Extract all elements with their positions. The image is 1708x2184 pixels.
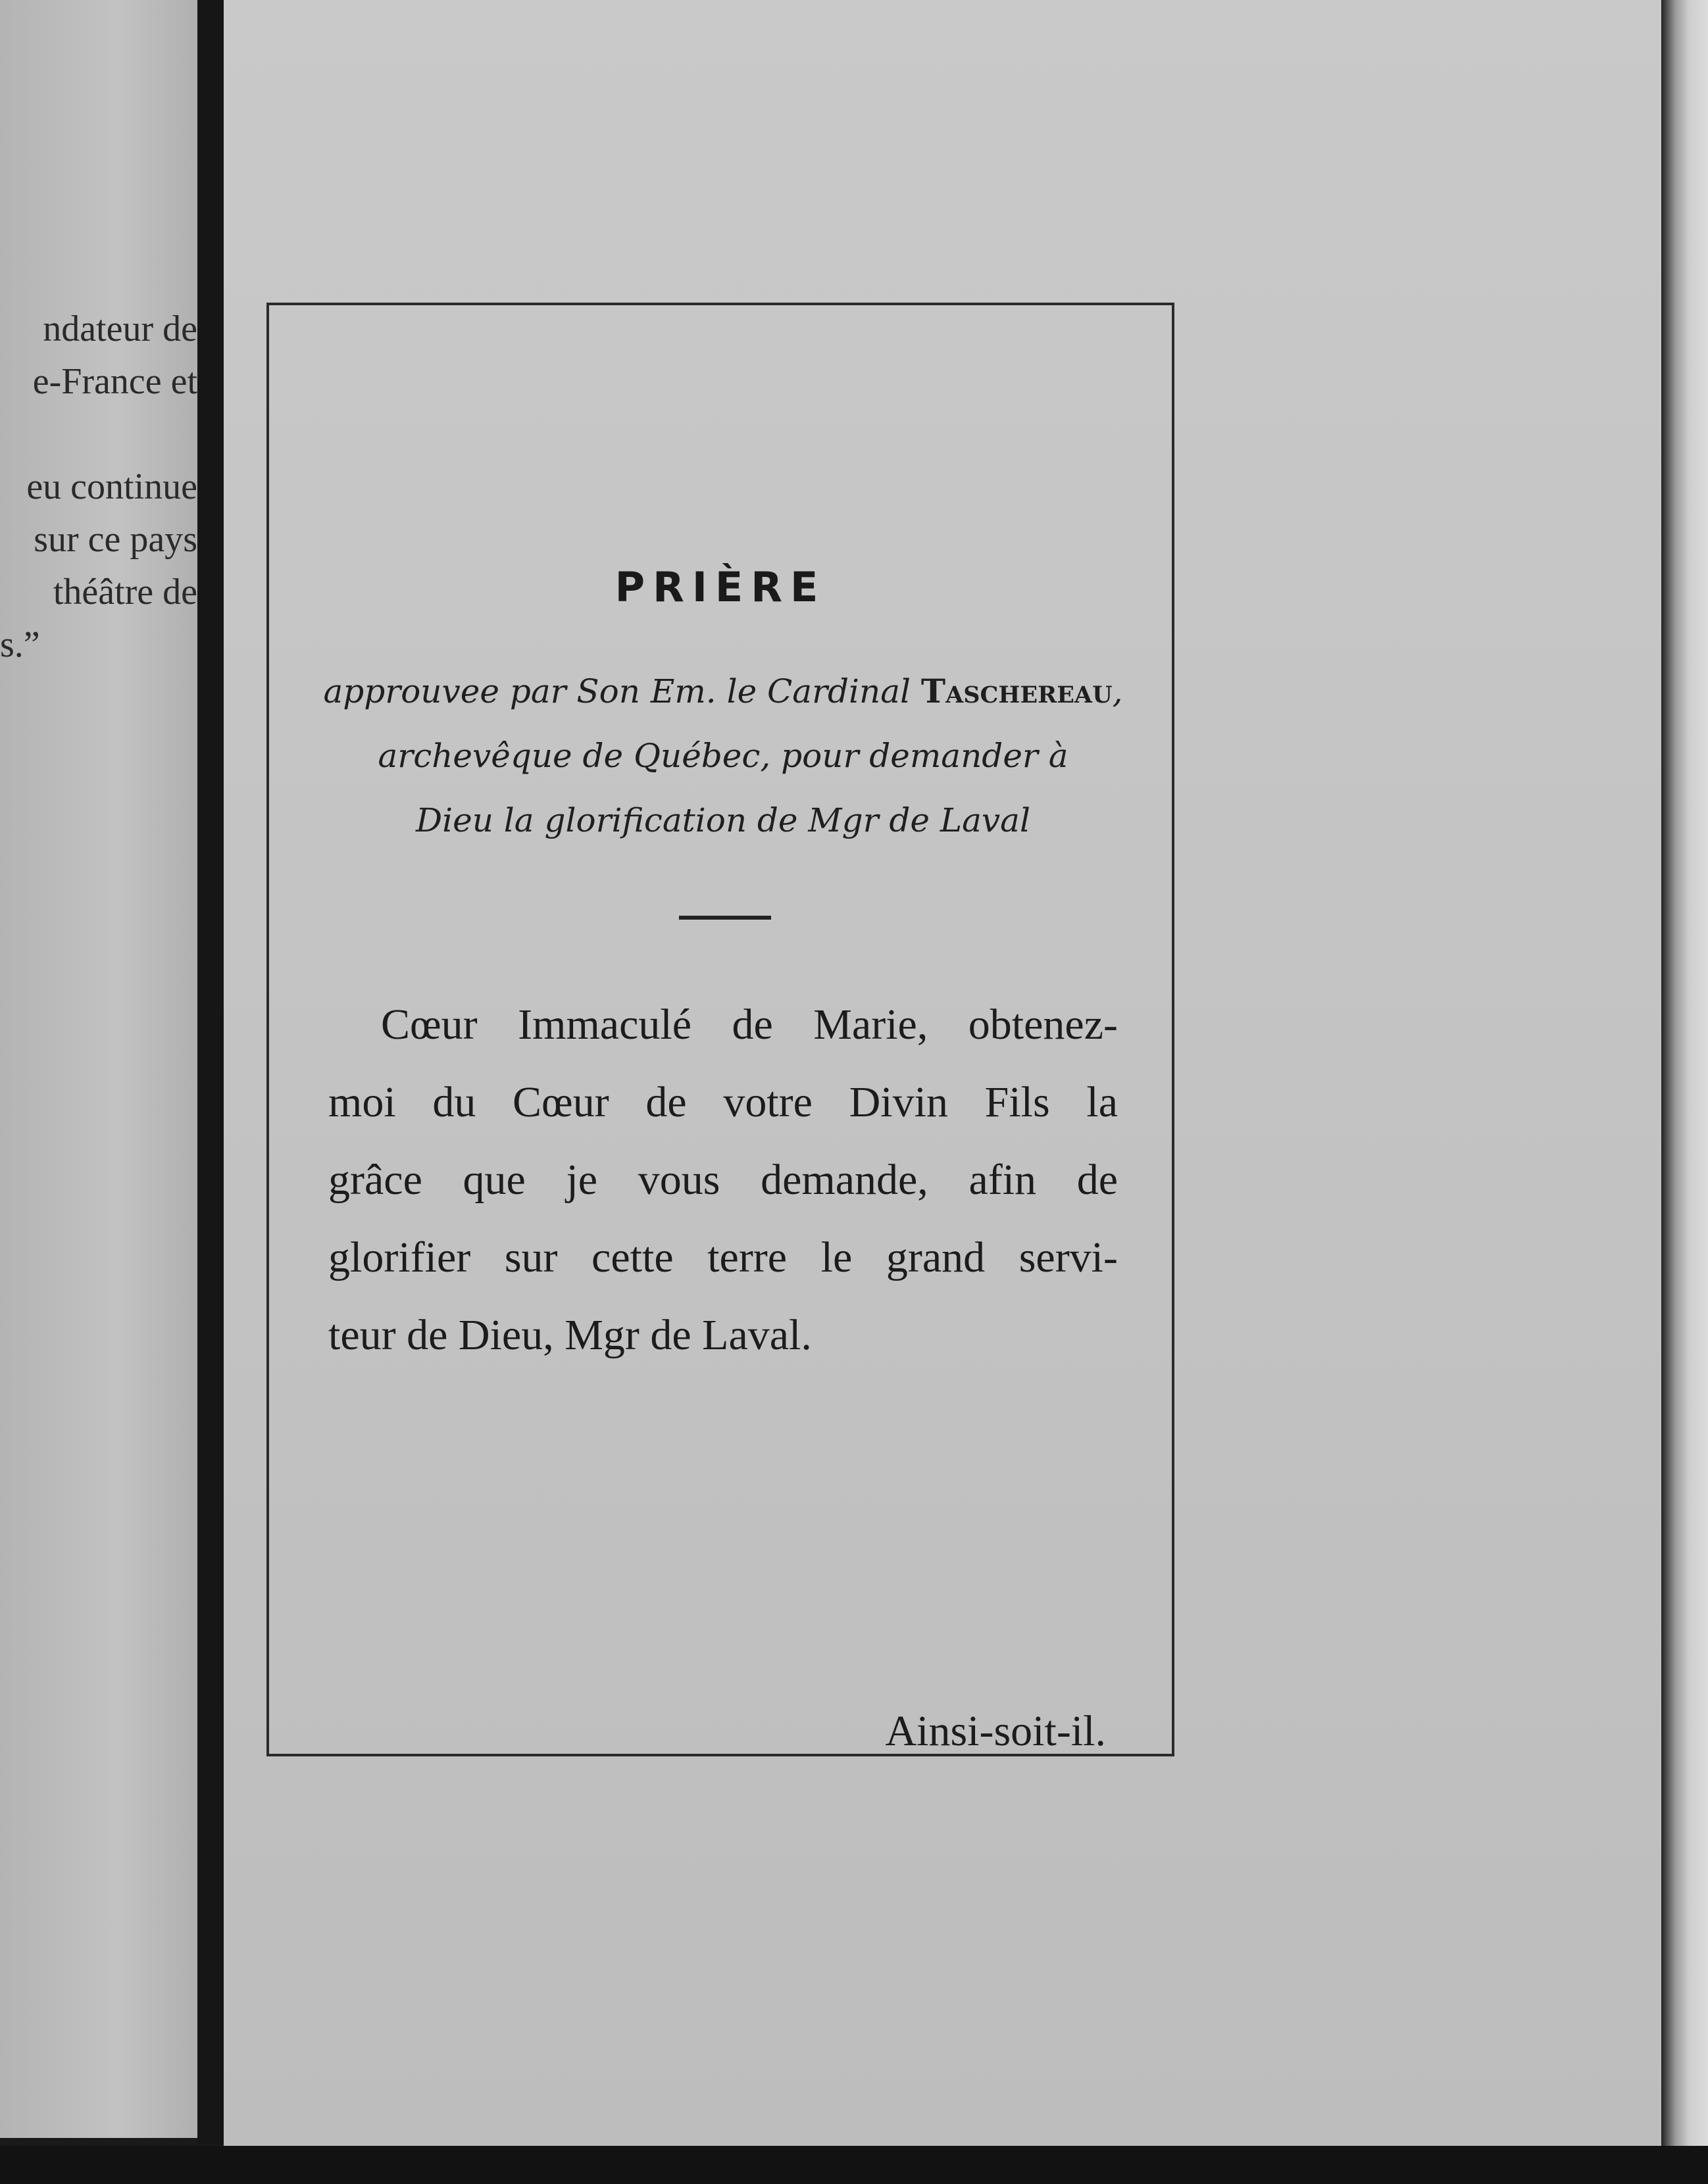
previous-page-fragment xyxy=(0,0,197,2138)
prayer-body xyxy=(328,986,1118,1374)
prayer-line: Cœur Immaculé de Marie, obtenez- xyxy=(381,1001,1118,1049)
subtitle-line: Dieu la glorification de Mgr de Laval xyxy=(416,801,1030,839)
left-page-line: e-France et xyxy=(32,361,197,402)
prayer-line: moi du Cœur de votre Divin Fils la xyxy=(328,1078,1118,1126)
subtitle-line xyxy=(309,659,1138,724)
subtitle-text: , xyxy=(1112,672,1123,710)
prayer-subtitle xyxy=(309,659,1138,853)
scan-border xyxy=(0,2146,1708,2184)
left-page-line: ndateur de xyxy=(43,309,197,349)
prayer-line: grâce que je vous demande, afin de xyxy=(328,1156,1118,1204)
cardinal-name: Taschereau xyxy=(920,672,1113,710)
page-edge xyxy=(1661,0,1708,2184)
subtitle-text: approuvee par Son Em. le Cardinal xyxy=(323,672,921,710)
left-page-line: eu continue xyxy=(26,466,197,507)
left-page-line: s.” xyxy=(0,624,40,665)
left-page-line: théâtre de xyxy=(53,572,197,612)
book-gutter xyxy=(197,0,224,2145)
prayer-card xyxy=(266,303,1174,1756)
divider-rule xyxy=(679,916,771,920)
prayer-line: glorifier sur cette terre le grand servi- xyxy=(328,1233,1118,1281)
prayer-line: teur de Dieu, Mgr de Laval. xyxy=(328,1311,812,1359)
left-page-line: sur ce pays xyxy=(34,519,197,560)
prayer-closing: Ainsi-soit-il. xyxy=(885,1707,1106,1755)
subtitle-line: archevêque de Québec, pour demander à xyxy=(378,737,1068,775)
prayer-title: PRIÈRE xyxy=(615,563,826,611)
